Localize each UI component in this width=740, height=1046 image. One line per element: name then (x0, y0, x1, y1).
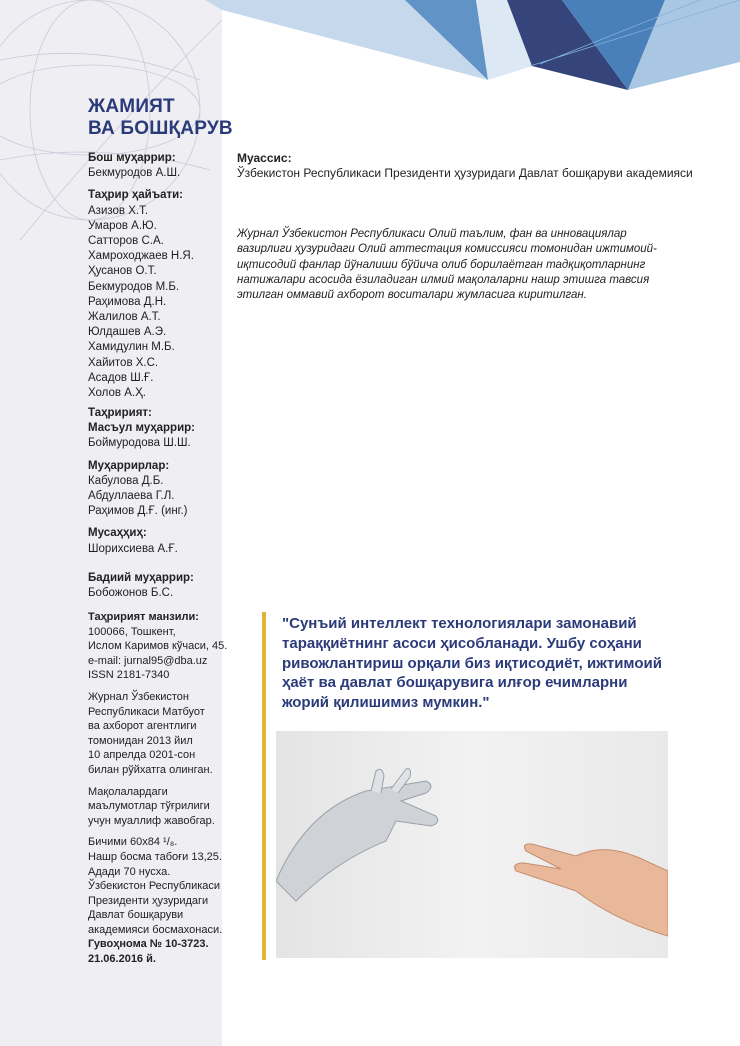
responsibility-line: Мақолалардаги (88, 785, 168, 798)
print-line: академияси босмахонаси. (88, 923, 223, 936)
robot-hand-icon (276, 769, 438, 901)
board-member: Холов А.Ҳ. (88, 387, 146, 400)
editor-name: Кабулова Д.Б. (88, 474, 164, 487)
board-member: Жалилов А.Т. (88, 311, 161, 324)
address-label: Таҳририят манзили: (88, 611, 199, 623)
board-member: Асадов Ш.Ғ. (88, 371, 154, 384)
format-line: Бичими 60х84 ¹/₈. (88, 836, 178, 849)
quote-bar (262, 612, 266, 960)
address-line: 100066, Тошкент, (88, 625, 176, 638)
board-member: Хамроходжаев Н.Я. (88, 250, 194, 263)
header-decoration (0, 0, 740, 100)
board-member: Хамидулин М.Б. (88, 341, 175, 354)
pull-quote: "Сунъий интеллект технологиялари замонавий тараққиётнинг асоси ҳисобланади. Ушбу соҳани ривожлантириш орқали биз иқтисодиёт, ижтимоий ҳаёт ва давлат бошқарувига илғор ечимларни жорий қилишимиз мумкин." (282, 615, 662, 712)
imprint (88, 610, 227, 967)
proofreader-label: Мусаҳҳиҳ: (88, 527, 147, 540)
robot-human-hands-image (276, 731, 668, 958)
print-line: Адади 70 нусха. (88, 865, 171, 878)
art-editor-name: Бобожонов Б.С. (88, 587, 174, 600)
email: e-mail: jurnal95@dba.uz (88, 654, 208, 667)
issn: ISSN 2181-7340 (88, 669, 170, 682)
board-member: Юлдашев А.Э. (88, 326, 167, 339)
editorial-staff (88, 406, 195, 601)
board-member: Азизов Х.Т. (88, 204, 149, 217)
responsibility-line: маълумотлар тўғрилиги (88, 800, 210, 813)
print-line: Нашр босма табоғи 13,25. (88, 850, 222, 863)
founder-text: Ўзбекистон Республикаси Президенти ҳузуридаги Давлат бошқаруви академияси (237, 166, 693, 180)
art-editor-label: Бадиий муҳаррир: (88, 571, 194, 584)
license-number: Гувоҳнома № 10-3723. (88, 938, 209, 951)
chief-editor-name: Бекмуродов А.Ш. (88, 167, 181, 180)
registration-line: ва ахборот агентлиги (88, 720, 197, 733)
responsible-editor-label: Масъул муҳаррир: (88, 422, 196, 435)
address-line: Ислом Каримов кўчаси, 45. (88, 640, 228, 653)
masthead-line: ВА БОШҚАРУВ (88, 118, 233, 139)
accreditation-note: Журнал Ўзбекистон Республикаси Олий таълим, фан ва инновациялар вазирлиги ҳузуридаги Олий аттестация комиссияси томонидан ижтимоий-иқтисодий фанлар йўналиши бўйича олиб борилаётган тадқиқотларнинг натижалари асосида ёзиладиган илмий мақолаларни нашр этишга тавсия этилган оммавий ахборот воситалари жумласига киритилган. (237, 228, 657, 302)
board-member: Раҳимова Д.Н. (88, 295, 167, 308)
editor-name: Раҳимов Д.Ғ. (инг.) (88, 505, 188, 518)
board-member: Бекмуродов М.Б. (88, 280, 180, 293)
board-member: Ҳусанов О.Т. (88, 265, 157, 278)
editor-name: Абдуллаева Г.Л. (88, 490, 175, 503)
board-member: Сатторов С.А. (88, 235, 164, 248)
proofreader-name: Шорихсиева А.Ғ. (88, 542, 178, 555)
human-hand-icon (515, 844, 668, 936)
registration-line: билан рўйхатга олинган. (88, 763, 213, 776)
journal-masthead (88, 96, 233, 140)
license-date: 21.06.2016 й. (88, 953, 156, 966)
responsible-editor-name: Боймуродова Ш.Ш. (88, 437, 191, 450)
chief-editor-label: Бош муҳаррир: (88, 152, 176, 164)
print-line: Давлат бошқаруви (88, 909, 184, 922)
print-line: Ўзбекистон Республикаси (88, 880, 221, 893)
editorial-label: Таҳририят: (88, 407, 152, 419)
editorial-board (88, 151, 194, 401)
founder-label: Муассис: (237, 151, 292, 165)
board-label: Таҳрир ҳайъати: (88, 189, 184, 202)
registration-line: Журнал Ўзбекистон (88, 690, 189, 703)
masthead-line: ЖАМИЯТ (88, 96, 175, 117)
print-line: Президенти ҳузуридаги (88, 894, 209, 907)
registration-line: 10 апрелда 0201-сон (88, 749, 196, 762)
registration-line: Республикаси Матбуот (88, 705, 205, 718)
registration-line: томонидан 2013 йил (88, 734, 193, 747)
founder-block (237, 151, 693, 181)
editors-label: Муҳаррирлар: (88, 459, 170, 472)
board-member: Хайитов Х.С. (88, 356, 159, 369)
responsibility-line: учун муаллиф жавобгар. (88, 814, 215, 827)
board-member: Умаров А.Ю. (88, 219, 157, 232)
